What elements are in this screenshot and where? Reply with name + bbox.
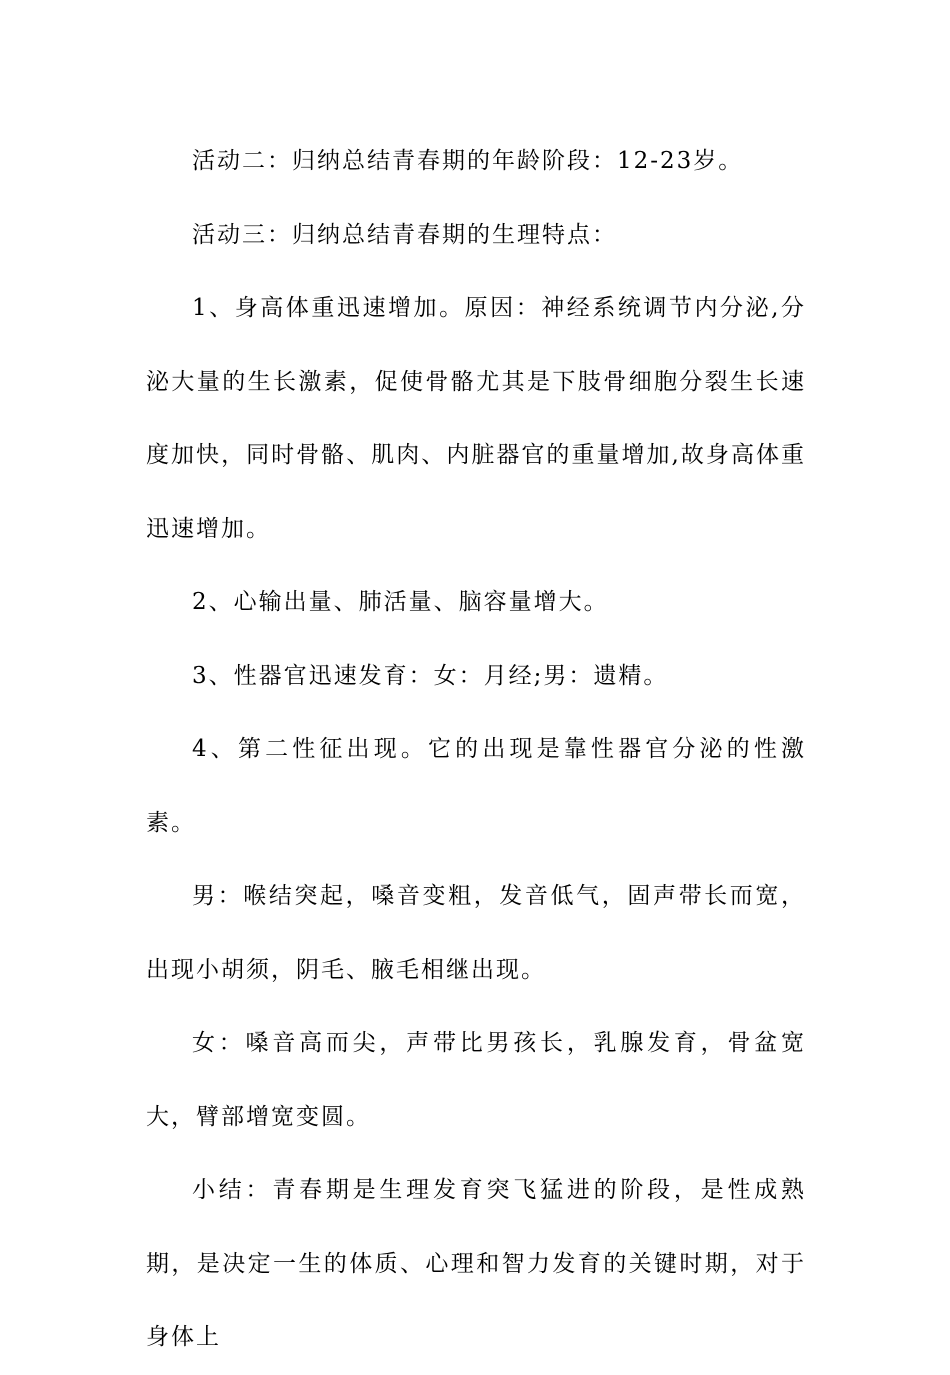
paragraph-point-1: 1、身高体重迅速增加。原因：神经系统调节内分泌,分泌大量的生长激素，促使骨骼尤其是下肢骨细胞分裂生长速度加快，同时骨骼、肌肉、内脏器官的重量增加,故身高体重迅速增加。: [146, 295, 806, 542]
paragraph-activity-two: 活动二：归纳总结青春期的年龄阶段：12-23岁。: [192, 148, 744, 174]
paragraph-female: 女：嗓音高而尖，声带比男孩长，乳腺发育，骨盆宽大，臂部增宽变圆。: [146, 1030, 806, 1130]
document-body: [146, 125, 806, 1375]
paragraph-point-4: 4、第二性征出现。它的出现是靠性器官分泌的性激素。: [146, 736, 806, 836]
paragraph-activity-three: 活动三：归纳总结青春期的生理特点：: [192, 221, 617, 248]
paragraph-summary: 小结：青春期是生理发育突飞猛进的阶段，是性成熟期，是决定一生的体质、心理和智力发育的关键时期，对于身体上: [146, 1177, 806, 1350]
paragraph-male: 男：喉结突起，嗓音变粗，发音低气，固声带长而宽，出现小胡须，阴毛、腋毛相继出现。: [146, 883, 806, 983]
paragraph-point-3: 3、性器官迅速发育：女：月经;男：遗精。: [192, 662, 669, 689]
paragraph-point-2: 2、心输出量、肺活量、脑容量增大。: [192, 589, 609, 615]
